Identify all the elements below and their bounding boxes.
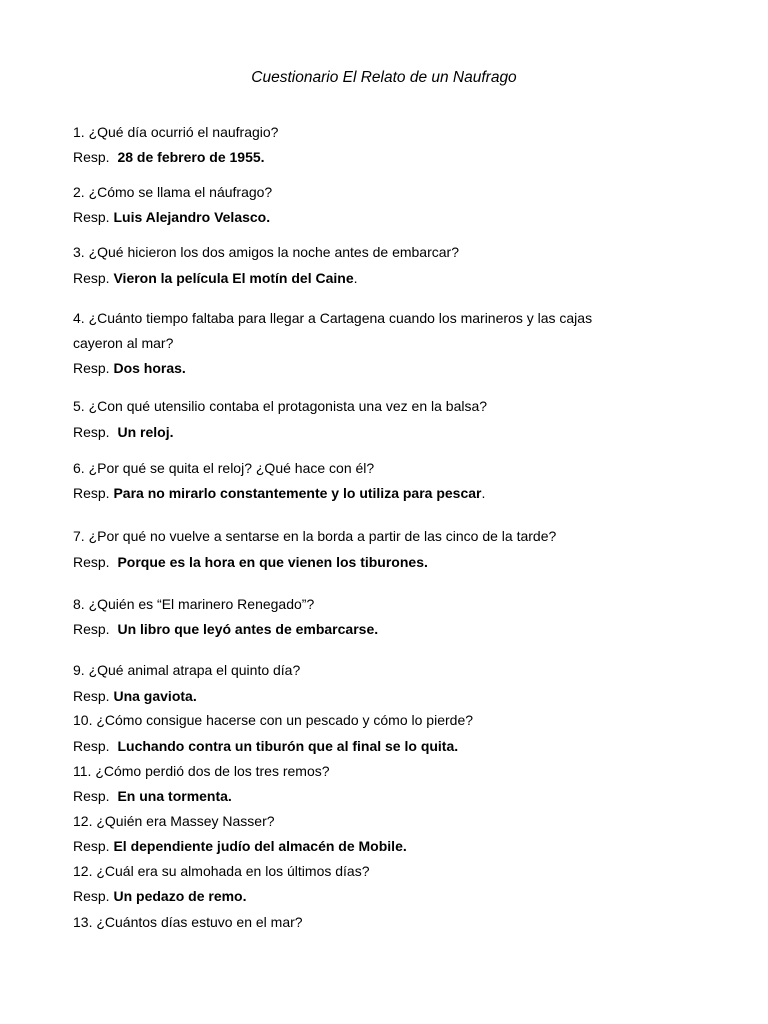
question-9: 9. ¿Qué animal atrapa el quinto día?	[73, 662, 301, 678]
answer-8	[73, 619, 378, 639]
answer-10	[73, 736, 458, 756]
resp-label: Resp.	[73, 554, 110, 570]
resp-label: Resp.	[73, 149, 110, 165]
question-7: 7. ¿Por qué no vuelve a sentarse en la borda a partir de las cinco de la tarde?	[73, 528, 557, 544]
resp-label: Resp.	[73, 270, 110, 286]
resp-label: Resp.	[73, 788, 110, 804]
question-12: 12. ¿Quién era Massey Nasser?	[73, 813, 275, 829]
answer-6	[73, 483, 485, 503]
question-5: 5. ¿Con qué utensilio contaba el protagonista una vez en la balsa?	[73, 398, 488, 414]
question-11: 11. ¿Cómo perdió dos de los tres remos?	[73, 763, 330, 779]
question-6: 6. ¿Por qué se quita el reloj? ¿Qué hace con él?	[73, 460, 375, 476]
resp-label: Resp.	[73, 424, 110, 440]
question-1: 1. ¿Qué día ocurrió el naufragio?	[73, 124, 279, 140]
resp-label: Resp.	[73, 688, 110, 704]
question-8: 8. ¿Quién es “El marinero Renegado”?	[73, 596, 315, 612]
answer-3	[73, 268, 358, 288]
answer-text: Porque es la hora en que vienen los tiburones.	[117, 554, 428, 570]
answer-text: Luis Alejandro Velasco.	[113, 209, 271, 225]
answer-2	[73, 207, 270, 227]
question-12b: 12. ¿Cuál era su almohada en los últimos días?	[73, 863, 370, 879]
answer-text: Una gaviota.	[113, 688, 197, 704]
answer-text: Dos horas.	[113, 360, 186, 376]
answer-text: Un reloj.	[117, 424, 174, 440]
answer-4	[73, 358, 186, 378]
question-2: 2. ¿Cómo se llama el náufrago?	[73, 184, 273, 200]
answer-text: Para no mirarlo constantemente y lo utiliza para pescar	[113, 485, 482, 501]
answer-7	[73, 552, 428, 572]
answer-text: En una tormenta.	[117, 788, 232, 804]
question-10: 10. ¿Cómo consigue hacerse con un pescado y cómo lo pierde?	[73, 712, 474, 728]
answer-text: El dependiente judío del almacén de Mobile.	[113, 838, 407, 854]
question-13: 13. ¿Cuántos días estuvo en el mar?	[73, 914, 303, 930]
answer-trailing: .	[481, 485, 486, 501]
resp-label: Resp.	[73, 360, 110, 376]
answer-5	[73, 422, 173, 442]
answer-trailing: .	[353, 270, 358, 286]
answer-text: 28 de febrero de 1955.	[117, 149, 265, 165]
resp-label: Resp.	[73, 738, 110, 754]
question-4-continuation: cayeron al mar?	[73, 335, 174, 351]
answer-text: Luchando contra un tiburón que al final se lo quita.	[117, 738, 459, 754]
answer-12b	[73, 886, 247, 906]
answer-1	[73, 147, 265, 167]
question-4: 4. ¿Cuánto tiempo faltaba para llegar a Cartagena cuando los marineros y las cajas	[73, 310, 593, 326]
question-3: 3. ¿Qué hicieron los dos amigos la noche antes de embarcar?	[73, 244, 459, 260]
answer-9	[73, 686, 197, 706]
document-title: Cuestionario El Relato de un Naufrago	[251, 69, 517, 86]
resp-label: Resp.	[73, 621, 110, 637]
answer-text: Vieron la película El motín del Caine	[113, 270, 354, 286]
resp-label: Resp.	[73, 838, 110, 854]
answer-text: Un libro que leyó antes de embarcarse.	[117, 621, 379, 637]
answer-11	[73, 786, 232, 806]
resp-label: Resp.	[73, 888, 110, 904]
answer-12	[73, 836, 407, 856]
resp-label: Resp.	[73, 209, 110, 225]
resp-label: Resp.	[73, 485, 110, 501]
answer-text: Un pedazo de remo.	[113, 888, 247, 904]
